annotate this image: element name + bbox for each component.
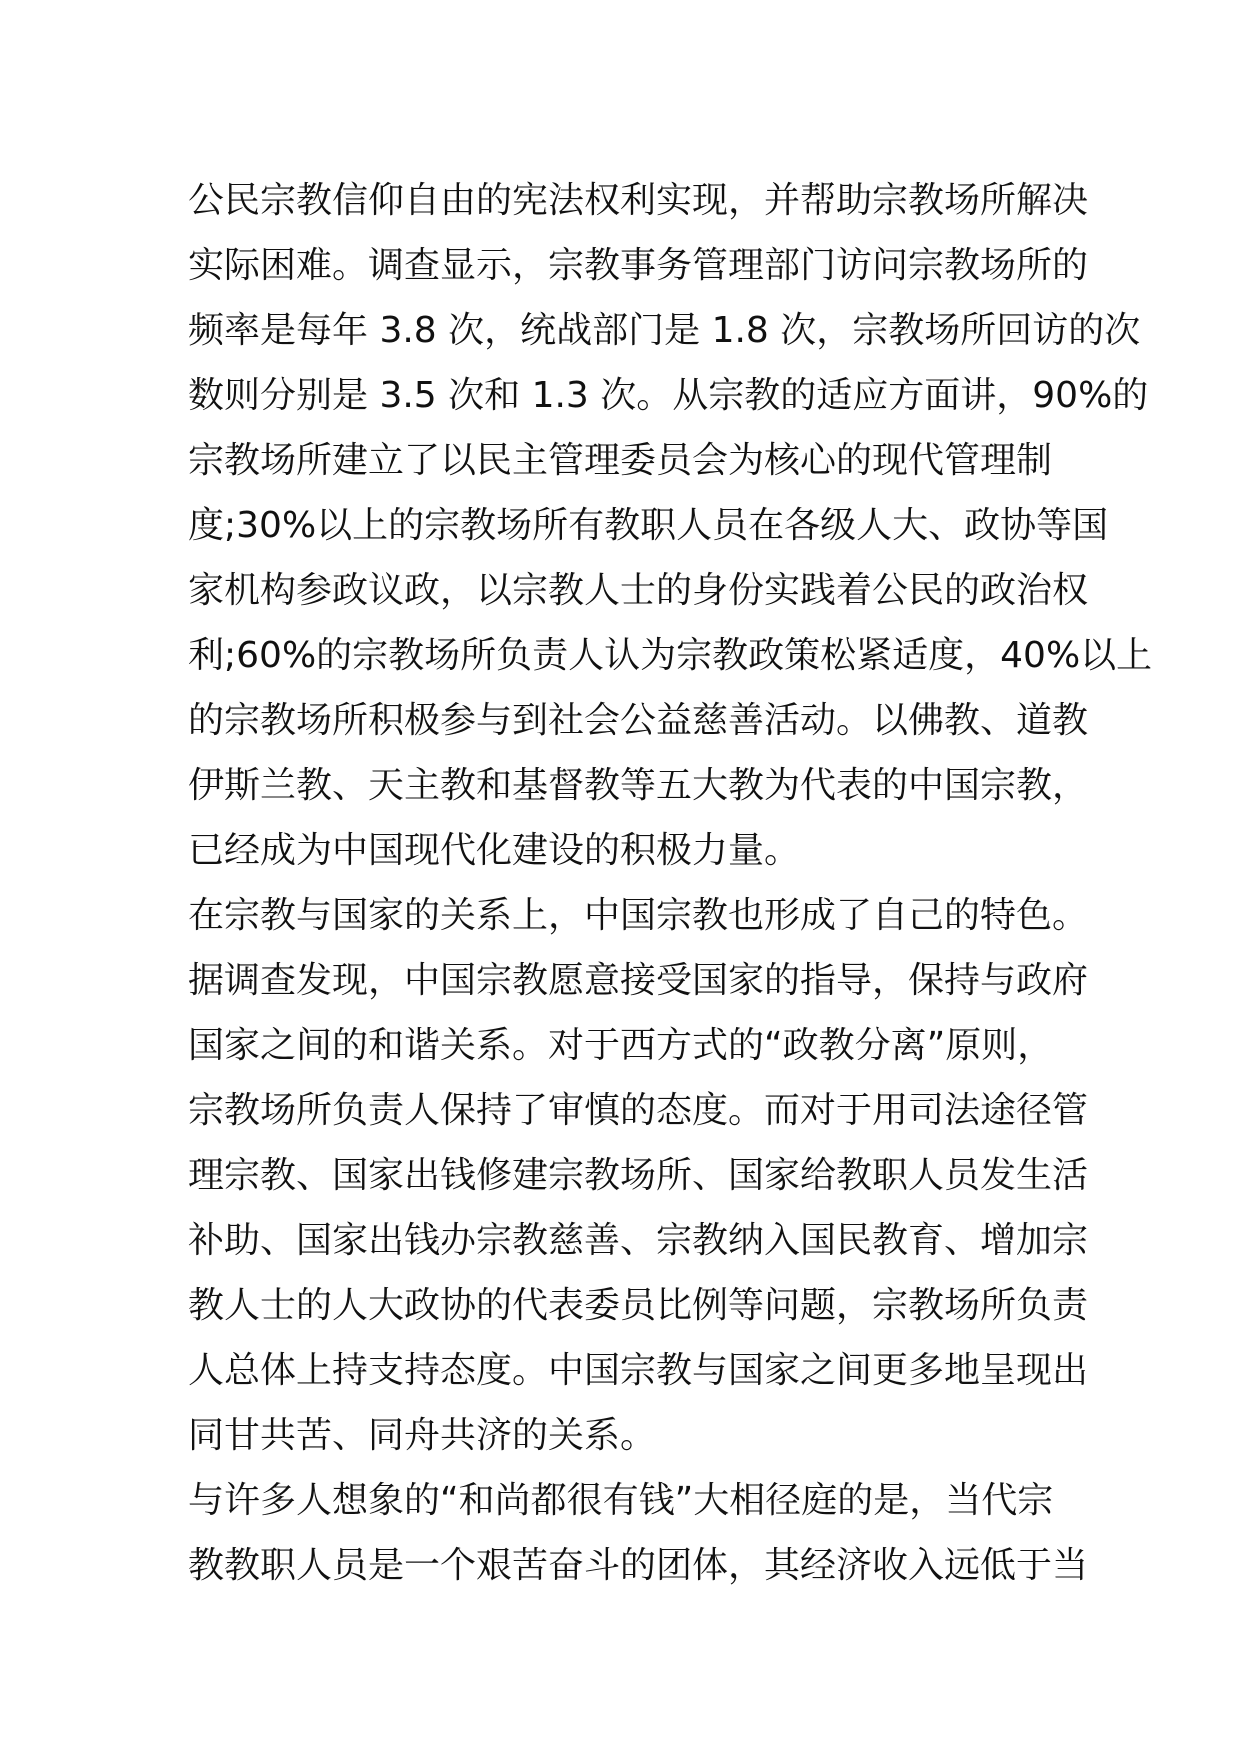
text-line: 数则分别是 3.5 次和 1.3 次。从宗教的适应方面讲，90%的	[188, 375, 1149, 416]
text-line: 伊斯兰教、天主教和基督教等五大教为代表的中国宗教，	[188, 765, 1089, 806]
text-line: 据调查发现，中国宗教愿意接受国家的指导，保持与政府	[188, 960, 1089, 1001]
text-line: 家机构参政议政，以宗教人士的身份实践着公民的政治权	[188, 570, 1089, 611]
text-line: 在宗教与国家的关系上，中国宗教也形成了自己的特色。	[188, 895, 1089, 936]
text-line: 宗教场所负责人保持了审慎的态度。而对于用司法途径管	[188, 1090, 1089, 1131]
text-line: 教人士的人大政协的代表委员比例等问题，宗教场所负责	[188, 1285, 1089, 1326]
text-line: 公民宗教信仰自由的宪法权利实现，并帮助宗教场所解决	[188, 180, 1089, 221]
text-line: 国家之间的和谐关系。对于西方式的“政教分离”原则，	[188, 1025, 1054, 1066]
text-line: 的宗教场所积极参与到社会公益慈善活动。以佛教、道教	[188, 700, 1089, 741]
text-line: 同甘共苦、同舟共济的关系。	[188, 1415, 657, 1456]
text-line: 教教职人员是一个艰苦奋斗的团体，其经济收入远低于当	[188, 1545, 1089, 1586]
text-line: 度;30%以上的宗教场所有教职人员在各级人大、政协等国	[188, 505, 1109, 546]
text-line: 宗教场所建立了以民主管理委员会为核心的现代管理制	[188, 440, 1053, 481]
text-line: 人总体上持支持态度。中国宗教与国家之间更多地呈现出	[188, 1350, 1089, 1391]
text-line: 已经成为中国现代化建设的积极力量。	[188, 830, 801, 871]
text-line: 补助、国家出钱办宗教慈善、宗教纳入国民教育、增加宗	[188, 1220, 1089, 1261]
text-line: 频率是每年 3.8 次，统战部门是 1.8 次，宗教场所回访的次	[188, 310, 1141, 351]
text-line: 利;60%的宗教场所负责人认为宗教政策松紧适度，40%以上	[188, 635, 1153, 676]
text-line: 理宗教、国家出钱修建宗教场所、国家给教职人员发生活	[188, 1155, 1089, 1196]
body-text	[188, 168, 1153, 1598]
text-line: 实际困难。调查显示，宗教事务管理部门访问宗教场所的	[188, 245, 1089, 286]
text-line: 与许多人想象的“和尚都很有钱”大相径庭的是，当代宗	[188, 1480, 1054, 1521]
